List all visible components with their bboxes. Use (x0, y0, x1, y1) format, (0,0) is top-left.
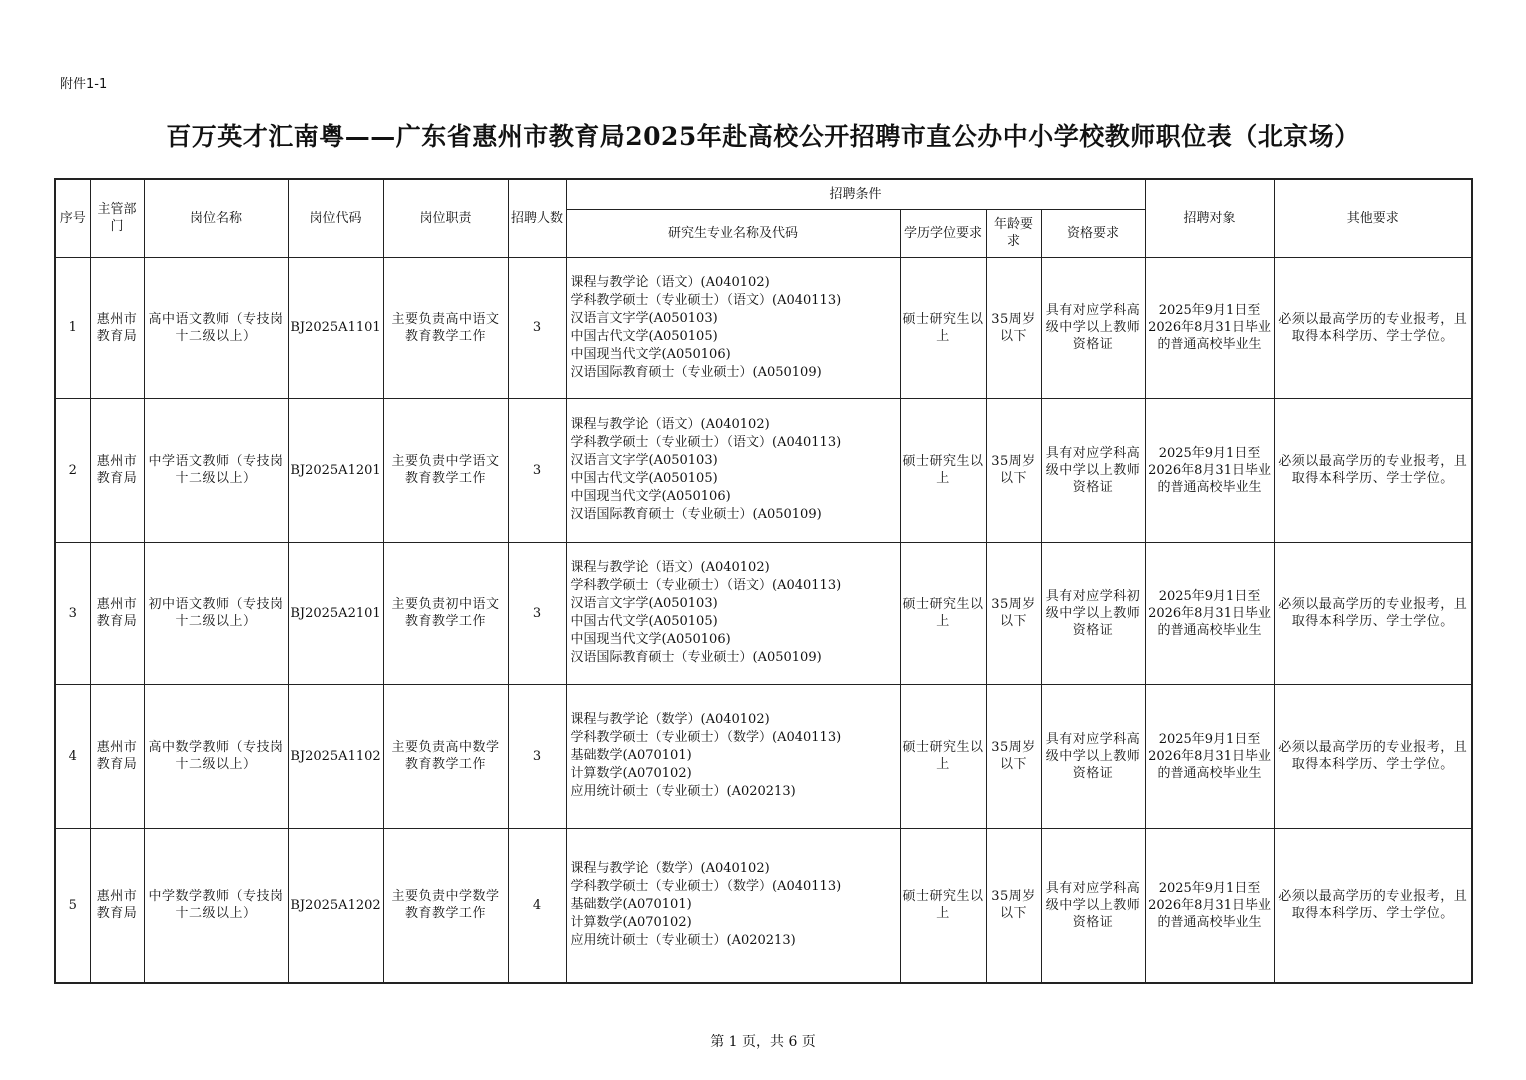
major-item: 学科教学硕士（专业硕士）（数学）(A040113) (570, 730, 842, 745)
table-row (55, 398, 1472, 542)
table-row (55, 828, 1472, 983)
major-item: 课程与教学论（数学）(A040102) (570, 861, 770, 877)
cell-headcount: 3 (508, 684, 566, 828)
cell-majors (566, 542, 900, 684)
major-item: 中国现当代文学(A050106) (570, 632, 731, 647)
major-item: 学科教学硕士（专业硕士）（数学）(A040113) (570, 879, 842, 895)
cell-post-code: BJ2025A2101 (288, 542, 383, 684)
major-item: 基础数学(A070101) (570, 748, 692, 763)
major-item: 汉语国际教育硕士（专业硕士）(A050109) (570, 507, 822, 522)
major-item: 汉语国际教育硕士（专业硕士）(A050109) (570, 650, 822, 665)
cell-headcount: 3 (508, 398, 566, 542)
cell-post-code: BJ2025A1202 (288, 828, 383, 983)
header-post-code: 岗位代码 (288, 179, 383, 257)
cell-post-duty: 主要负责初中语文教育教学工作 (383, 542, 508, 684)
header-other: 其他要求 (1274, 179, 1472, 257)
major-item: 中国现当代文学(A050106) (570, 346, 731, 362)
header-majors: 研究生专业名称及代码 (566, 209, 900, 257)
cell-education: 硕士研究生以上 (900, 828, 986, 983)
cell-dept: 惠州市教育局 (90, 542, 144, 684)
cell-other: 必须以最高学历的专业报考，且取得本科学历、学士学位。 (1274, 398, 1472, 542)
cell-post-name: 高中语文教师（专技岗十二级以上） (144, 257, 288, 398)
major-item: 学科教学硕士（专业硕士）（语文）(A040113) (570, 578, 842, 593)
cell-other: 必须以最高学历的专业报考，且取得本科学历、学士学位。 (1274, 684, 1472, 828)
cell-qualification: 具有对应学科初级中学以上教师资格证 (1041, 542, 1145, 684)
cell-seq: 1 (55, 257, 90, 398)
major-item: 应用统计硕士（专业硕士）(A020213) (570, 784, 796, 799)
header-dept: 主管部门 (90, 179, 144, 257)
table-row (55, 684, 1472, 828)
cell-majors (566, 828, 900, 983)
cell-age: 35周岁以下 (986, 257, 1041, 398)
major-item: 课程与教学论（语文）(A040102) (570, 560, 770, 575)
major-item: 计算数学(A070102) (570, 766, 692, 781)
cell-dept: 惠州市教育局 (90, 398, 144, 542)
major-item: 中国现当代文学(A050106) (570, 489, 731, 504)
cell-education: 硕士研究生以上 (900, 398, 986, 542)
cell-post-duty: 主要负责中学数学教育教学工作 (383, 828, 508, 983)
major-item: 汉语言文字学(A050103) (570, 453, 718, 468)
page-title: 百万英才汇南粤——广东省惠州市教育局2025年赴高校公开招聘市直公办中小学校教师职位表（北京场） (166, 122, 1360, 151)
major-item: 计算数学(A070102) (570, 915, 692, 931)
major-item: 基础数学(A070101) (570, 897, 692, 913)
cell-headcount: 3 (508, 542, 566, 684)
cell-post-name: 高中数学教师（专技岗十二级以上） (144, 684, 288, 828)
cell-post-duty: 主要负责中学语文教育教学工作 (383, 398, 508, 542)
cell-headcount: 3 (508, 257, 566, 398)
header-conditions: 招聘条件 (566, 179, 1145, 209)
cell-other: 必须以最高学历的专业报考，且取得本科学历、学士学位。 (1274, 828, 1472, 983)
major-item: 课程与教学论（语文）(A040102) (570, 417, 770, 432)
cell-other: 必须以最高学历的专业报考，且取得本科学历、学士学位。 (1274, 542, 1472, 684)
major-item: 中国古代文学(A050105) (570, 614, 718, 629)
cell-post-name: 中学语文教师（专技岗十二级以上） (144, 398, 288, 542)
cell-post-duty: 主要负责高中数学教育教学工作 (383, 684, 508, 828)
cell-majors (566, 398, 900, 542)
cell-other: 必须以最高学历的专业报考，且取得本科学历、学士学位。 (1274, 257, 1472, 398)
attachment-label: 附件1-1 (60, 77, 108, 92)
cell-age: 35周岁以下 (986, 684, 1041, 828)
job-table (54, 178, 1473, 984)
header-target: 招聘对象 (1145, 179, 1274, 257)
major-item: 汉语言文字学(A050103) (570, 596, 718, 611)
cell-dept: 惠州市教育局 (90, 684, 144, 828)
header-post-name: 岗位名称 (144, 179, 288, 257)
cell-education: 硕士研究生以上 (900, 257, 986, 398)
cell-education: 硕士研究生以上 (900, 542, 986, 684)
cell-target: 2025年9月1日至2026年8月31日毕业的普通高校毕业生 (1145, 684, 1274, 828)
cell-seq: 3 (55, 542, 90, 684)
major-item: 应用统计硕士（专业硕士）(A020213) (570, 933, 796, 949)
cell-dept: 惠州市教育局 (90, 828, 144, 983)
table-row (55, 542, 1472, 684)
header-age: 年龄要求 (986, 209, 1041, 257)
cell-target: 2025年9月1日至2026年8月31日毕业的普通高校毕业生 (1145, 398, 1274, 542)
major-item: 中国古代文学(A050105) (570, 328, 718, 344)
cell-target: 2025年9月1日至2026年8月31日毕业的普通高校毕业生 (1145, 542, 1274, 684)
cell-post-name: 初中语文教师（专技岗十二级以上） (144, 542, 288, 684)
header-education: 学历学位要求 (900, 209, 986, 257)
cell-post-code: BJ2025A1201 (288, 398, 383, 542)
cell-majors (566, 684, 900, 828)
header-seq: 序号 (55, 179, 90, 257)
major-item: 课程与教学论（语文）(A040102) (570, 274, 770, 290)
cell-age: 35周岁以下 (986, 828, 1041, 983)
cell-target: 2025年9月1日至2026年8月31日毕业的普通高校毕业生 (1145, 828, 1274, 983)
cell-majors (566, 257, 900, 398)
cell-education: 硕士研究生以上 (900, 684, 986, 828)
cell-qualification: 具有对应学科高级中学以上教师资格证 (1041, 398, 1145, 542)
header-qualification: 资格要求 (1041, 209, 1145, 257)
header-post-duty: 岗位职责 (383, 179, 508, 257)
page-footer: 第 1 页，共 6 页 (710, 1034, 816, 1050)
cell-qualification: 具有对应学科高级中学以上教师资格证 (1041, 684, 1145, 828)
major-item: 课程与教学论（数学）(A040102) (570, 712, 770, 727)
major-item: 汉语国际教育硕士（专业硕士）(A050109) (570, 364, 822, 380)
cell-age: 35周岁以下 (986, 398, 1041, 542)
cell-target: 2025年9月1日至2026年8月31日毕业的普通高校毕业生 (1145, 257, 1274, 398)
cell-seq: 4 (55, 684, 90, 828)
major-item: 汉语言文字学(A050103) (570, 310, 718, 326)
cell-qualification: 具有对应学科高级中学以上教师资格证 (1041, 828, 1145, 983)
major-item: 学科教学硕士（专业硕士）（语文）(A040113) (570, 435, 842, 450)
cell-post-duty: 主要负责高中语文教育教学工作 (383, 257, 508, 398)
cell-seq: 2 (55, 398, 90, 542)
cell-headcount: 4 (508, 828, 566, 983)
cell-post-code: BJ2025A1102 (288, 684, 383, 828)
cell-post-code: BJ2025A1101 (288, 257, 383, 398)
cell-dept: 惠州市教育局 (90, 257, 144, 398)
cell-seq: 5 (55, 828, 90, 983)
major-item: 中国古代文学(A050105) (570, 471, 718, 486)
cell-qualification: 具有对应学科高级中学以上教师资格证 (1041, 257, 1145, 398)
cell-age: 35周岁以下 (986, 542, 1041, 684)
major-item: 学科教学硕士（专业硕士）（语文）(A040113) (570, 292, 842, 308)
cell-post-name: 中学数学教师（专技岗十二级以上） (144, 828, 288, 983)
table-row (55, 257, 1472, 398)
header-headcount: 招聘人数 (508, 179, 566, 257)
